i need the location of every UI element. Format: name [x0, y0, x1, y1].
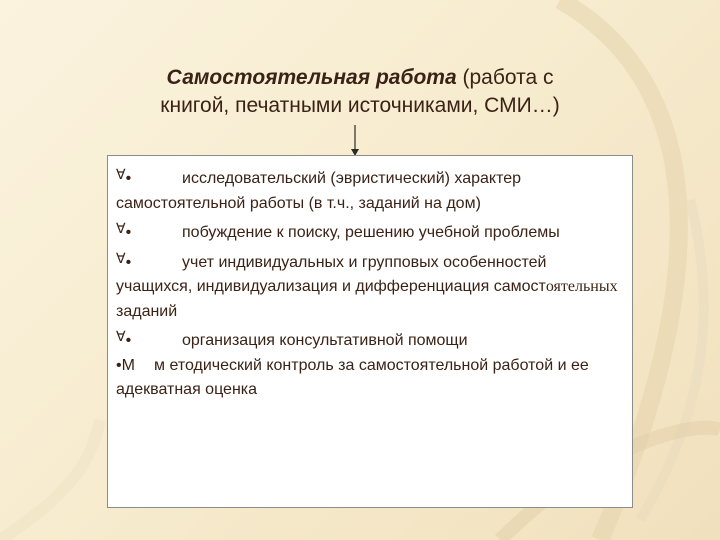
content-box [107, 155, 633, 508]
list-item [116, 216, 626, 246]
down-arrow-icon [349, 125, 361, 157]
item-text: побуждение к поиску, решению учебной проблемы [182, 224, 560, 241]
title-rest: (работа с [456, 66, 554, 89]
item-text-end: заданий [116, 302, 178, 320]
item-text: учет индивидуальных и групповых особенностей учащихся, индивидуализация и дифференциация самост [116, 253, 547, 295]
bullet-marker: •М [116, 356, 135, 374]
item-text: исследовательский (эвристический) характер самостоятельной работы (в т.ч., заданий на дом) [116, 170, 522, 212]
title-line2: книгой, печатными источниками, СМИ…) [160, 94, 560, 117]
item-text: организация консультативной помощи [182, 332, 468, 349]
list-item [116, 162, 626, 216]
list-item [116, 324, 626, 354]
bullet-marker: ∀• [116, 249, 132, 271]
bullet-marker: ∀• [116, 166, 132, 187]
slide-title [100, 64, 620, 120]
list-item [116, 246, 626, 325]
item-text-serif: оятельных [545, 278, 618, 295]
title-bold: Самостоятельная работа [166, 66, 457, 89]
list-item [116, 354, 626, 403]
bullet-marker: ∀• [116, 220, 132, 241]
item-text: м етодический контроль за самостоятельной работой и ее адекватная оценка [116, 356, 589, 398]
bullet-marker: ∀• [116, 328, 132, 349]
